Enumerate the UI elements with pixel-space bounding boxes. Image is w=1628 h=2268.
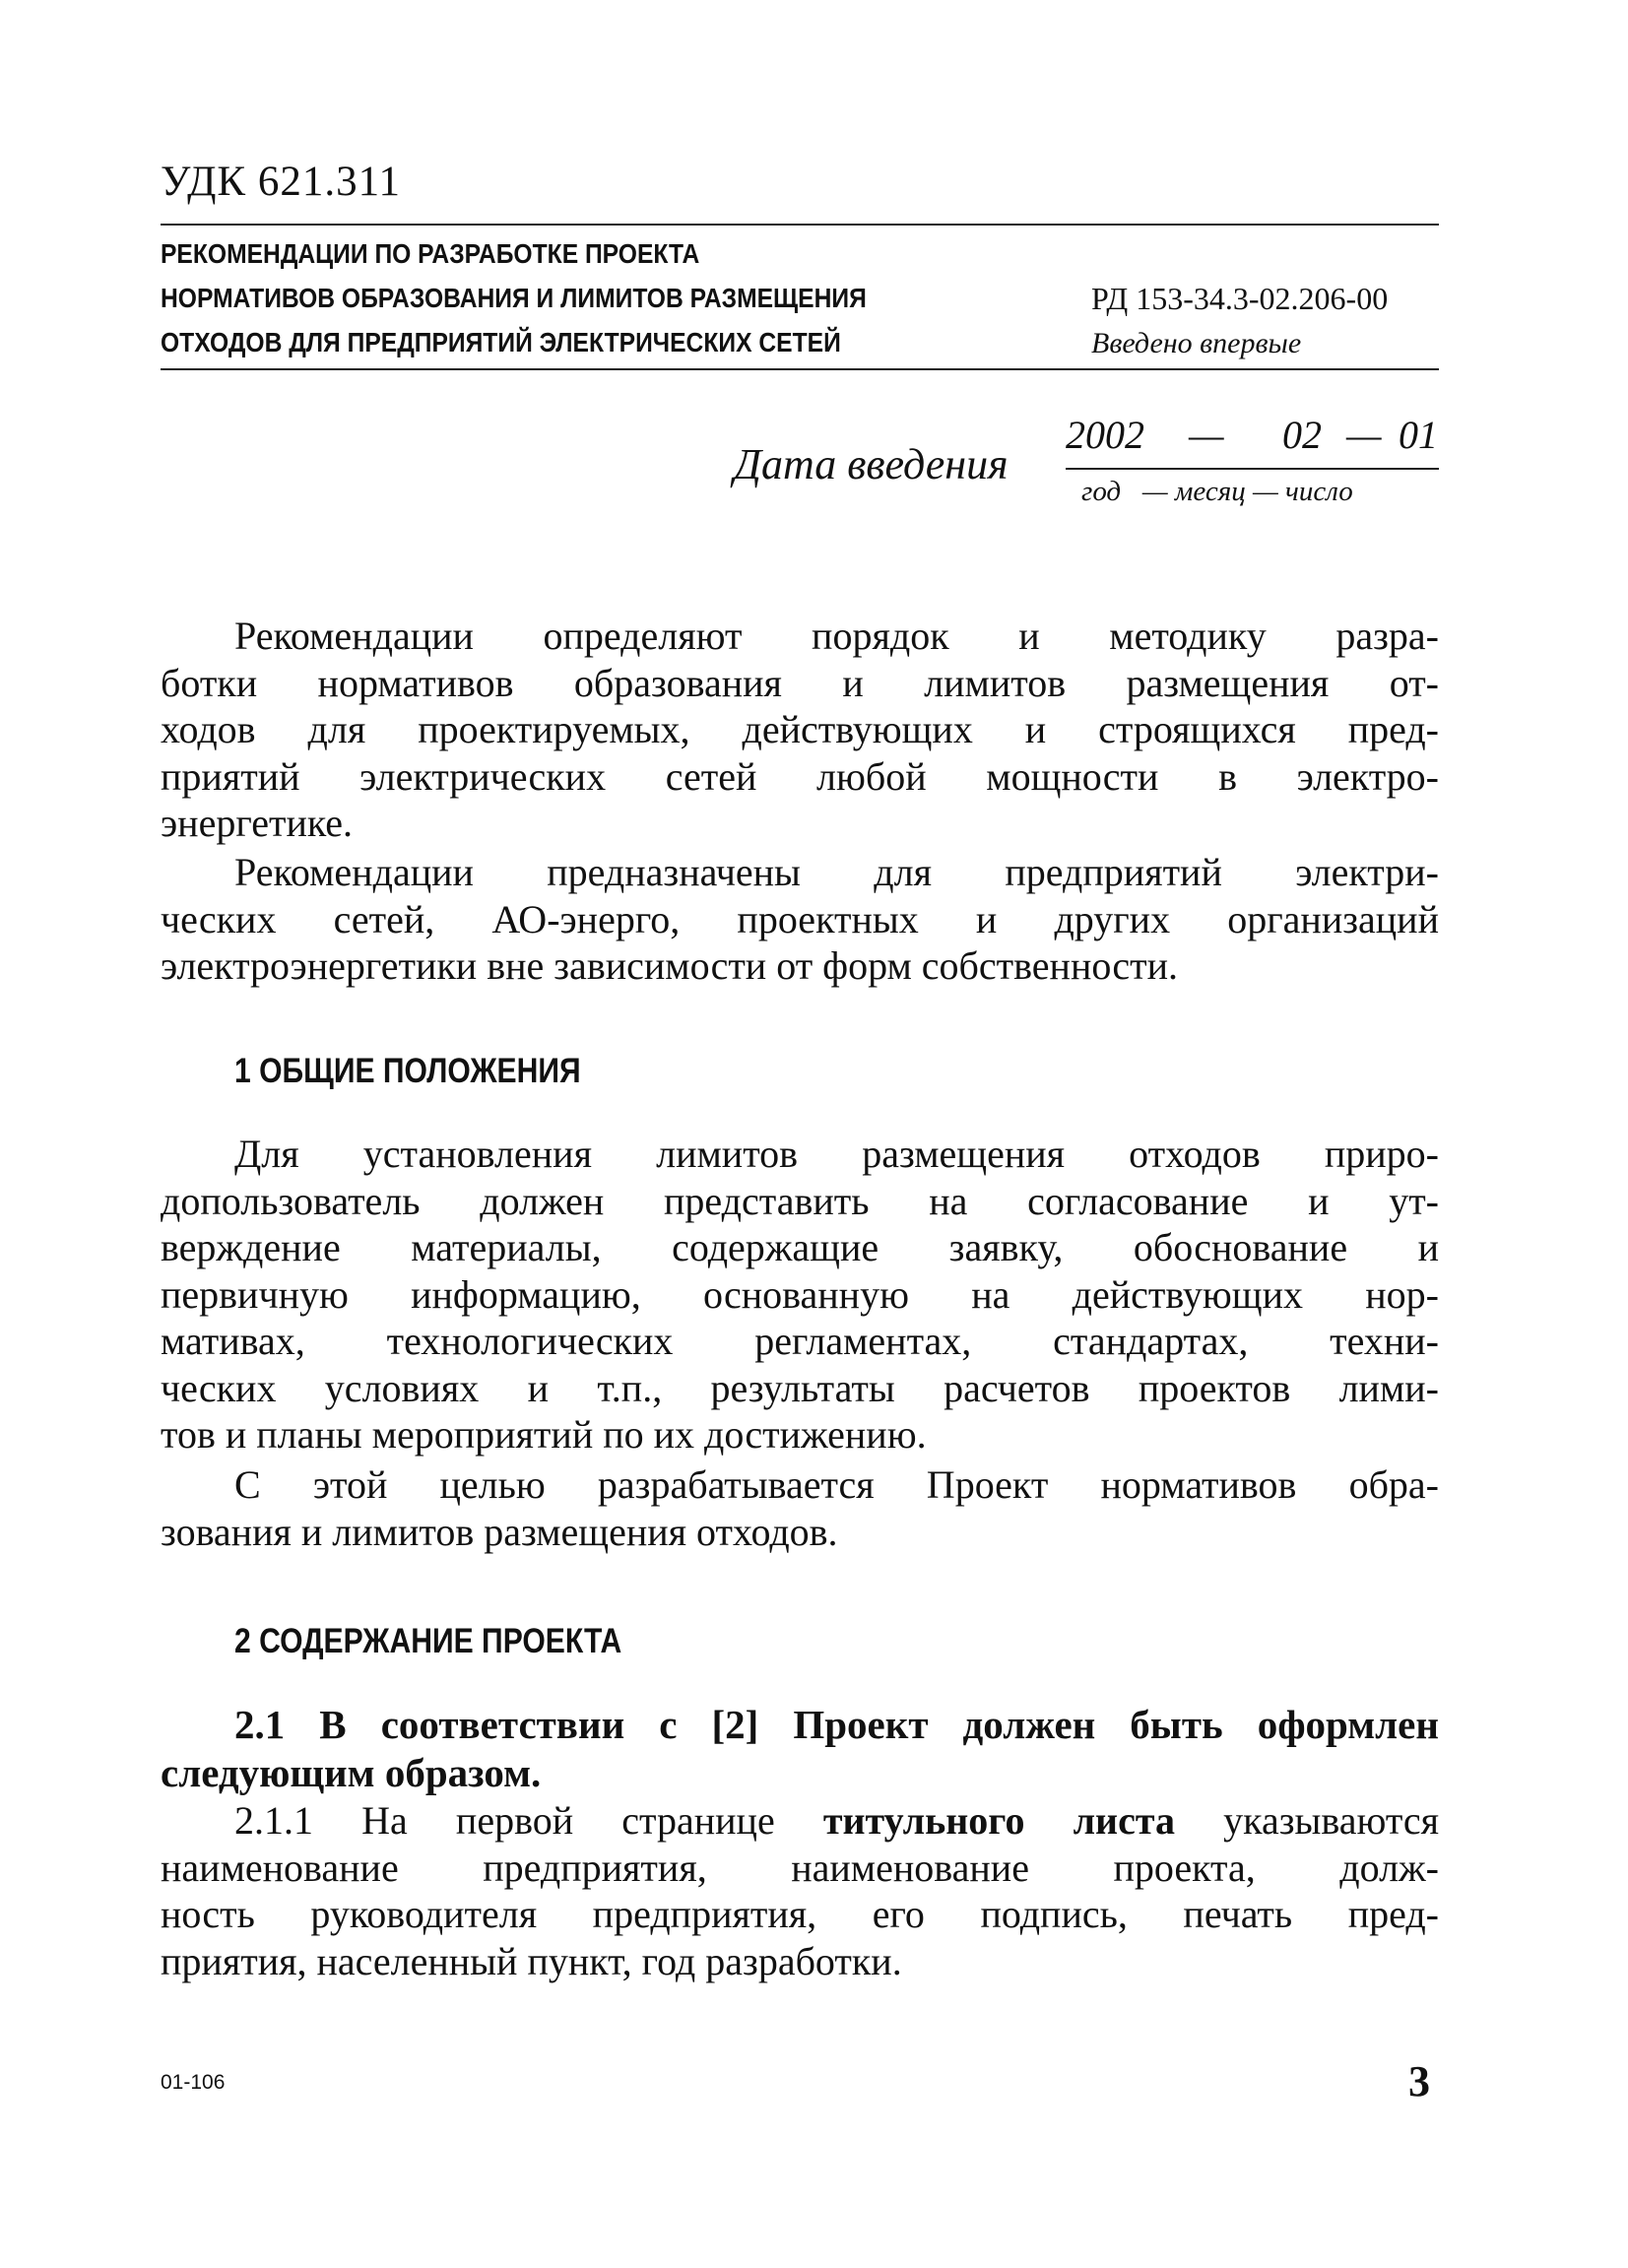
intro-date-label: Дата введения — [734, 440, 1009, 488]
intro-date-dash: — — [1346, 413, 1382, 457]
text-run-bold: титульного листа — [822, 1798, 1175, 1843]
document-status-note: Введено впервые — [1091, 327, 1302, 359]
text-line: приятия, населенный пункт, год разработки. — [161, 1938, 902, 1983]
intro-date-caption: год — месяц — число — [1081, 476, 1353, 507]
text-line: Рекомендации предназначены для предприятий электри- — [234, 850, 1439, 894]
text-line: энергетике. — [161, 801, 354, 845]
subsection-heading — [161, 1701, 1439, 1797]
section-heading: 1 ОБЩИЕ ПОЛОЖЕНИЯ — [234, 1052, 581, 1090]
text-line: ческих сетей, АО-энерго, проектных и других организаций — [161, 896, 1439, 941]
intro-date-rule — [1066, 468, 1439, 470]
intro-paragraph — [161, 613, 1439, 847]
footer-code: 01-106 — [161, 2071, 226, 2094]
text-line: Рекомендации определяют порядок и методику разра- — [234, 614, 1439, 658]
intro-date-year: 2002 — [1066, 413, 1144, 457]
document-title-line: ОТХОДОВ ДЛЯ ПРЕДПРИЯТИЙ ЭЛЕКТРИЧЕСКИХ СЕТЕЙ — [161, 327, 841, 357]
text-line: ходов для проектируемых, действующих и строящихся пред- — [161, 707, 1439, 751]
text-line: ность руководителя предприятия, его подпись, печать пред- — [161, 1892, 1439, 1936]
text-line: зования и лимитов размещения отходов. — [161, 1509, 838, 1554]
text-line: электроэнергетики вне зависимости от форм собственности. — [161, 943, 1178, 988]
text-line: ботки нормативов образования и лимитов размещения от- — [161, 660, 1439, 705]
section2-paragraph — [161, 1797, 1439, 1984]
text-line: верждение материалы, содержащие заявку, обоснование и — [161, 1225, 1439, 1269]
text-line — [161, 1797, 1439, 1845]
section1-paragraph — [161, 1461, 1439, 1555]
document-title — [161, 231, 867, 364]
text-line: Для установления лимитов размещения отходов приро- — [234, 1132, 1439, 1176]
section-heading: 2 СОДЕРЖАНИЕ ПРОЕКТА — [234, 1622, 622, 1660]
header-rule-top — [161, 224, 1439, 226]
text-line: ческих условиях и т.п., результаты расчетов проектов лими- — [161, 1365, 1439, 1410]
intro-date-month: 02 — [1282, 413, 1322, 457]
text-line: следующим образом. — [161, 1750, 542, 1795]
header-rule-bottom — [161, 368, 1439, 370]
intro-date-day: 01 — [1399, 413, 1438, 457]
document-code: РД 153-34.3-02.206-00 — [1091, 281, 1389, 316]
section1-paragraph — [161, 1131, 1439, 1458]
text-run: 2.1.1 На первой странице — [234, 1798, 823, 1843]
text-line: приятий электрических сетей любой мощности в электро- — [161, 753, 1439, 799]
text-line: тов и планы мероприятий по их достижению. — [161, 1412, 927, 1457]
udc-code: УДК 621.311 — [161, 159, 402, 205]
document-title-line: НОРМАТИВОВ ОБРАЗОВАНИЯ И ЛИМИТОВ РАЗМЕЩЕНИЯ — [161, 283, 867, 313]
text-line: наименование предприятия, наименование проекта, долж- — [161, 1845, 1439, 1890]
page-number: 3 — [1408, 2057, 1430, 2106]
intro-paragraph — [161, 849, 1439, 990]
intro-date-dash: — — [1189, 413, 1224, 457]
document-title-line: РЕКОМЕНДАЦИИ ПО РАЗРАБОТКЕ ПРОЕКТА — [161, 238, 700, 269]
text-run: указываются — [1175, 1798, 1439, 1843]
text-line: первичную информацию, основанную на действующих нор- — [161, 1271, 1439, 1317]
text-line: С этой целью разрабатывается Проект нормативов обра- — [234, 1462, 1439, 1507]
text-line: допользователь должен представить на согласование и ут- — [161, 1178, 1439, 1223]
text-line: мативах, технологических регламентах, стандартах, техни- — [161, 1319, 1439, 1363]
text-line: 2.1 В соответствии с [2] Проект должен быть оформлен — [234, 1702, 1439, 1747]
